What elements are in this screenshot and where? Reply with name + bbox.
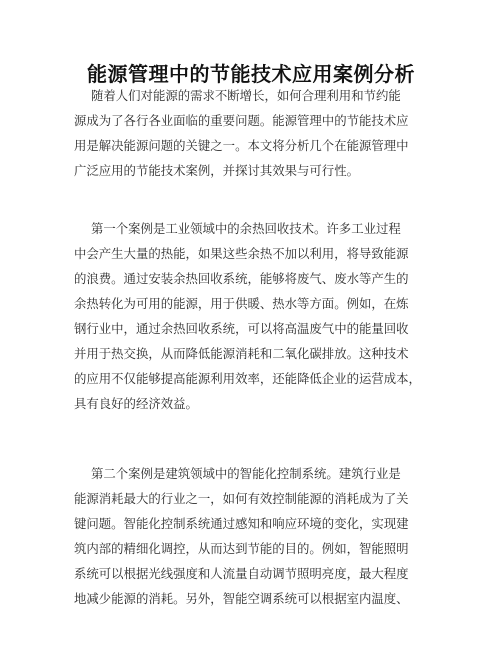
paragraph-case-one: [74, 216, 434, 416]
paragraph-intro: [74, 83, 434, 183]
paragraph-line: 的应用不仅能够提高能源利用效率，还能降低企业的运营成本，: [74, 371, 421, 386]
paragraph-line: 第一个案例是工业领域中的余热回收技术。许多工业过程: [91, 221, 401, 236]
paragraph-line: 系统可以根据光线强度和人流量自动调节照明亮度，最大程度: [74, 566, 409, 581]
paragraph-line: 具有良好的经济效益。: [74, 396, 198, 411]
paragraph-line: 广泛应用的节能技术案例，并探讨其效果与可行性。: [74, 163, 359, 178]
paragraph-line: 筑内部的精细化调控，从而达到节能的目的。例如，智能照明: [74, 541, 409, 556]
paragraph-line: 第二个案例是建筑领域中的智能化控制系统。建筑行业是: [91, 466, 401, 481]
paragraph-line: 用是解决能源问题的关键之一。本文将分析几个在能源管理中: [74, 138, 409, 153]
paragraph-line: 并用于热交换，从而降低能源消耗和二氧化碳排放。这种技术: [74, 346, 409, 361]
paragraph-line: 中会产生大量的热能，如果这些余热不加以利用，将导致能源: [74, 246, 409, 261]
paragraph-case-two: [74, 461, 434, 611]
paragraph-line: 钢行业中，通过余热回收系统，可以将高温废气中的能量回收: [74, 321, 409, 336]
paragraph-line: 余热转化为可用的能源，用于供暖、热水等方面。例如，在炼: [74, 296, 409, 311]
paragraph-line: 地减少能源的消耗。另外，智能空调系统可以根据室内温度、: [74, 591, 409, 606]
paragraph-line: 随着人们对能源的需求不断增长，如何合理利用和节约能: [91, 88, 401, 103]
document-title: 能源管理中的节能技术应用案例分析: [87, 62, 415, 86]
paragraph-line: 的浪费。通过安装余热回收系统，能够将废气、废水等产生的: [74, 271, 409, 286]
paragraph-line: 源成为了各行各业面临的重要问题。能源管理中的节能技术应: [74, 113, 409, 128]
paragraph-line: 能源消耗最大的行业之一，如何有效控制能源的消耗成为了关: [74, 491, 409, 506]
paragraph-line: 键问题。智能化控制系统通过感知和响应环境的变化，实现建: [74, 516, 409, 531]
